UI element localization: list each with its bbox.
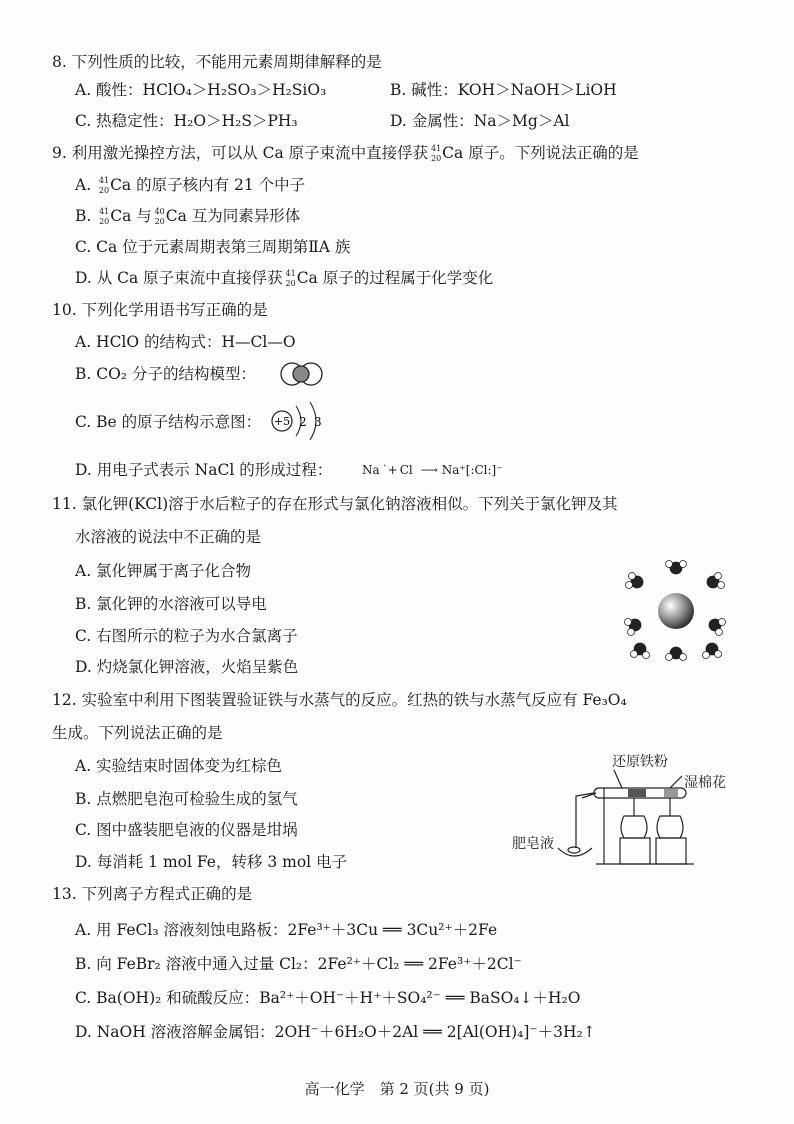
- q10-option-c: C. Be 的原子结构示意图：: [75, 413, 262, 431]
- label-soap-solution: 肥皂液: [512, 836, 554, 852]
- q8-option-d: D. 金属性：Na＞Mg＞Al: [390, 112, 570, 130]
- q10-option-b: B. CO₂ 分子的结构模型：: [75, 365, 256, 383]
- q9-option-a: A. 41 20 Ca 的原子核内有 21 个中子: [75, 176, 306, 195]
- q13-option-a: A. 用 FeCl₃ 溶液刻蚀电路板：2Fe³⁺＋3Cu ══ 3Cu²⁺＋2Fe: [75, 921, 498, 939]
- q9-option-d: D. 从 Ca 原子束流中直接俘获 41 20 Ca 原子的过程属于化学变化: [75, 269, 494, 288]
- q13-option-d: D. NaOH 溶液溶解金属铝：2OH⁻＋6H₂O＋2Al ══ 2[Al(OH)₄]⁻＋3H₂↑: [75, 1023, 596, 1041]
- q11-option-c: C. 右图所示的粒子为水合氯离子: [75, 627, 298, 645]
- q8-option-c: C. 热稳定性：H₂O＞H₂S＞PH₃: [75, 112, 298, 130]
- shell1-label: 2: [299, 415, 307, 429]
- q10-option-a: A. HClO 的结构式：H—Cl—O: [75, 333, 296, 351]
- q11-option-b: B. 氯化钾的水溶液可以导电: [75, 595, 267, 613]
- q9-stem: 9. 利用激光操控方法，可以从 Ca 原子束流中直接俘获 41 20 Ca 原子。下列说法正确的是: [52, 144, 639, 163]
- q10-stem: 10. 下列化学用语书写正确的是: [52, 301, 268, 319]
- q12-stem-line2: 生成。下列说法正确的是: [52, 724, 223, 742]
- q12-stem-line1: 12. 实验室中利用下图装置验证铁与水蒸气的反应。红热的铁与水蒸气反应有 Fe₃O₄: [52, 691, 627, 709]
- q12-option-c: C. 图中盛装肥皂液的仪器是坩埚: [75, 821, 298, 839]
- q12-option-d: D. 每消耗 1 mol Fe，转移 3 mol 电子: [75, 853, 348, 871]
- q9-option-b: B. 41 20 Ca 与 40 20 Ca 互为同素异形体: [75, 207, 301, 226]
- q11-stem-line1: 11. 氯化钾(KCl)溶于水后粒子的存在形式与氯化钠溶液相似。下列关于氯化钾及其: [52, 495, 618, 513]
- q9-option-c: C. Ca 位于元素周期表第三周期第ⅡA 族: [75, 238, 351, 256]
- nacl-formation: Na ˙+ Cl ⟶ Na⁺[:Cl:]⁻: [362, 463, 503, 477]
- hydrated-ion-diagram: [620, 555, 730, 665]
- q12-option-a: A. 实验结束时固体变为红棕色: [75, 757, 283, 775]
- q11-option-a: A. 氯化钾属于离子化合物: [75, 562, 252, 580]
- q13-stem: 13. 下列离子方程式正确的是: [52, 885, 253, 903]
- q11-option-d: D. 灼烧氯化钾溶液，火焰呈紫色: [75, 658, 299, 676]
- q12-option-b: B. 点燃肥皂泡可检验生成的氢气: [75, 790, 298, 808]
- q13-option-c: C. Ba(OH)₂ 和硫酸反应：Ba²⁺＋OH⁻＋H⁺＋SO₄²⁻ ══ BaSO₄↓＋H₂O: [75, 989, 581, 1007]
- q8-option-b: B. 碱性：KOH＞NaOH＞LiOH: [390, 81, 617, 99]
- nucleus-label: +5: [273, 415, 291, 428]
- co2-model-image: [275, 360, 327, 388]
- q10-option-d: D. 用电子式表示 NaCl 的形成过程：: [75, 461, 333, 479]
- be-atomic-structure-diagram: [268, 398, 338, 444]
- q11-stem-line2: 水溶液的说法中不正确的是: [75, 528, 262, 546]
- shell2-label: 3: [314, 415, 322, 429]
- iron-steam-apparatus: [552, 768, 702, 870]
- label-reduced-iron: 还原铁粉: [612, 754, 668, 770]
- label-wet-cotton: 湿棉花: [684, 775, 726, 791]
- q8-stem: 8. 下列性质的比较，不能用元素周期律解释的是: [52, 53, 382, 71]
- q8-option-a: A. 酸性：HClO₄＞H₂SO₃＞H₂SiO₃: [75, 81, 327, 99]
- q13-option-b: B. 向 FeBr₂ 溶液中通入过量 Cl₂：2Fe²⁺＋Cl₂ ══ 2Fe³⁺＋2Cl⁻: [75, 955, 522, 973]
- page-footer: 高一化学 第 2 页(共 9 页): [304, 1080, 490, 1098]
